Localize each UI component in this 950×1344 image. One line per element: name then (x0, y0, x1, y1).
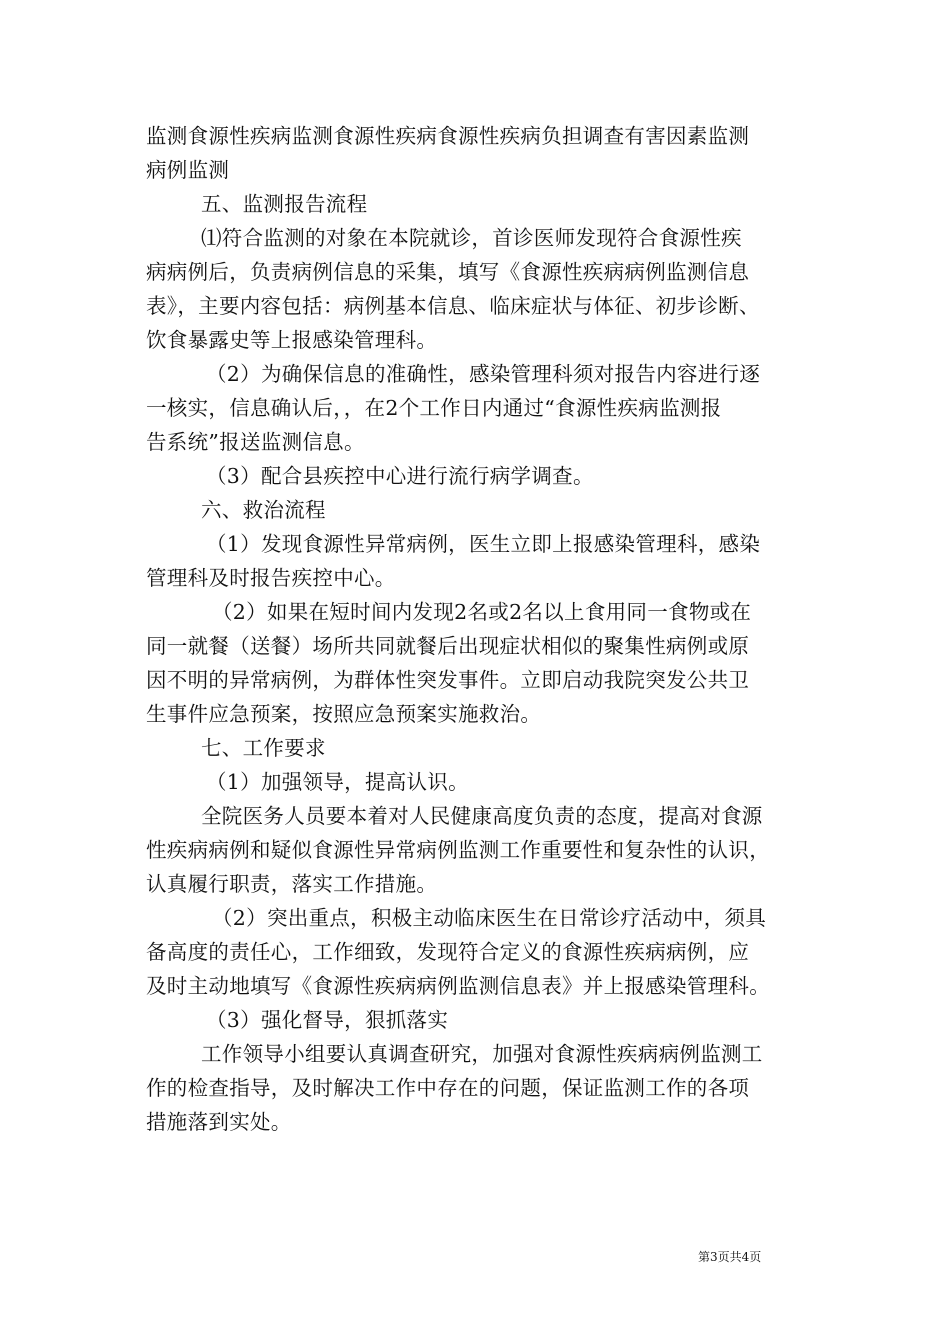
paragraph-line: 表》，主要内容包括：病例基本信息、临床症状与体征、初步诊断、 (146, 294, 760, 318)
paragraph-line: 认真履行职责，落实工作措施。 (146, 872, 438, 896)
paragraph-line: 告系统”报送监测信息。 (146, 430, 365, 454)
paragraph-line: （2）如果在短时间内发现2名或2名以上食用同一食物或在 (212, 600, 752, 624)
paragraph-line: 一核实，信息确认后，，在2个工作日内通过“食源性疾病监测报 (146, 396, 722, 420)
paragraph-line: （3）强化督导，狠抓落实 (206, 1008, 449, 1032)
paragraph-line: 备高度的责任心，工作细致，发现符合定义的食源性疾病病例，应 (146, 940, 750, 964)
paragraph-line: （2）突出重点，积极主动临床医生在日常诊疗活动中，须具 (212, 906, 767, 930)
paragraph-line: 监测食源性疾病监测食源性疾病食源性疾病负担调查有害因素监测 (146, 124, 750, 148)
paragraph-line: （3）配合县疾控中心进行流行病学调查。 (206, 464, 594, 488)
paragraph-line: 生事件应急预案，按照应急预案实施救治。 (146, 702, 542, 726)
paragraph-line: 饮食暴露史等上报感染管理科。 (146, 328, 438, 352)
page-number: 第3页共4页 (698, 1250, 762, 1264)
paragraph-line: 工作领导小组要认真调查研究，加强对食源性疾病病例监测工 (201, 1042, 763, 1066)
paragraph-line: （2）为确保信息的准确性，感染管理科须对报告内容进行逐 (206, 362, 761, 386)
paragraph-line: 病病例后，负责病例信息的采集，填写《食源性疾病病例监测信息 (146, 260, 750, 284)
paragraph-line: 因不明的异常病例，为群体性突发事件。立即启动我院突发公共卫 (146, 668, 750, 692)
paragraph-line: 全院医务人员要本着对人民健康高度负责的态度，提高对食源 (201, 804, 763, 828)
paragraph-line: 管理科及时报告疾控中心。 (146, 566, 396, 590)
document-body (146, 119, 818, 1139)
paragraph-line: （1）发现食源性异常病例，医生立即上报感染管理科，感染 (206, 532, 761, 556)
section-heading-work-requirements: 七、工作要求 (201, 736, 326, 760)
section-heading-report-process: 五、监测报告流程 (201, 192, 368, 216)
paragraph-line: 作的检查指导，及时解决工作中存在的问题，保证监测工作的各项 (146, 1076, 750, 1100)
paragraph-line: 同一就餐（送餐）场所共同就餐后出现症状相似的聚集性病例或原 (146, 634, 750, 658)
paragraph-line: （1）加强领导，提高认识。 (206, 770, 469, 794)
section-heading-treatment-process: 六、救治流程 (201, 498, 326, 522)
paragraph-line: 及时主动地填写《食源性疾病病例监测信息表》并上报感染管理科。 (146, 974, 770, 998)
paragraph-line: ⑴符合监测的对象在本院就诊，首诊医师发现符合食源性疾 (201, 226, 742, 250)
paragraph-line: 措施落到实处。 (146, 1110, 292, 1134)
paragraph-line: 性疾病病例和疑似食源性异常病例监测工作重要性和复杂性的认识， (146, 838, 770, 862)
paragraph-line: 病例监测 (146, 158, 230, 182)
